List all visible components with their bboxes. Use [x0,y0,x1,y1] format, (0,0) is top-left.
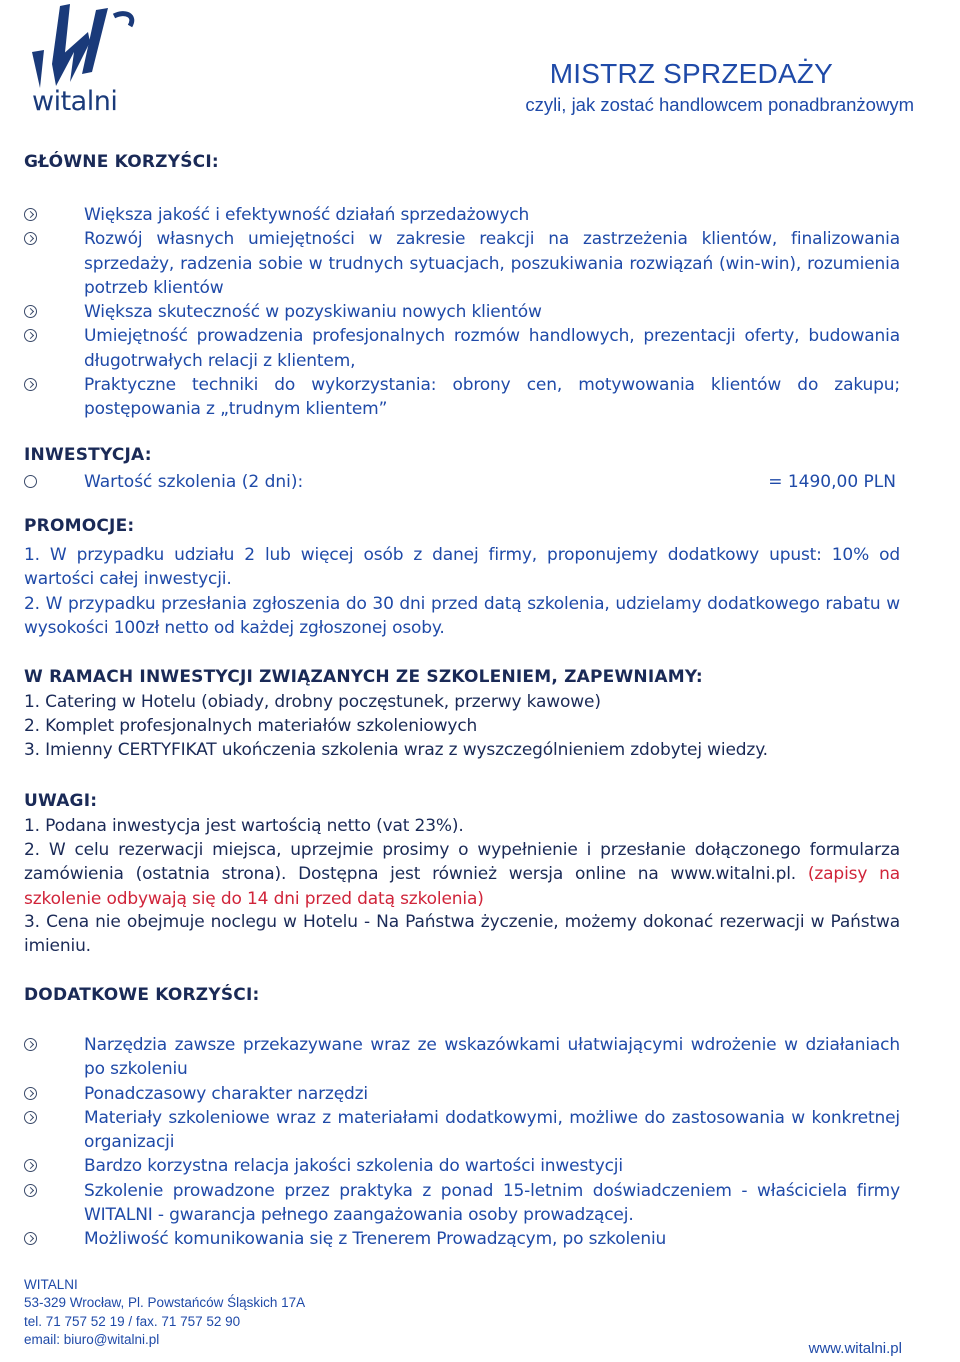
chevron-circle-icon [24,1232,37,1245]
list-item: Szkolenie prowadzone przez praktyka z ponad 15-letnim doświadczeniem - właściciela firmy WITALNI - gwarancja pełnego zaangażowania osoby prowadzącej. [24,1179,900,1228]
promotion-item: 1. W przypadku udziału 2 lub więcej osób z danej firmy, proponujemy dodatkowy upust: 10% od wartości całej inwestycji. [24,545,900,590]
note-item: 3. Cena nie obejmuje noclegu w Hotelu - Na Państwa życzenie, możemy dokonać rezerwacji w Państwa imieniu. [24,912,900,957]
list-item: Bardzo korzystna relacja jakości szkolenia do wartości inwestycji [24,1154,900,1178]
footer-email[interactable]: email: biuro@witalni.pl [24,1331,160,1347]
list-item: Praktyczne techniki do wykorzystania: obrony cen, motywowania klientów do zakupu; postępowania z „trudnym klientem” [24,373,900,422]
investment-heading: INWESTYCJA: [24,445,152,465]
chevron-circle-icon [24,1087,37,1100]
footer-phone: tel. 71 757 52 19 / fax. 71 757 52 90 [24,1313,241,1329]
note-item: 1. Podana inwestycja jest wartością netto (vat 23%). [24,816,464,836]
chevron-circle-icon [24,1111,37,1124]
included-item: 3. Imienny CERTYFIKAT ukończenia szkolenia wraz z wyszczególnieniem zdobytej wiedzy. [24,740,768,760]
list-item: Rozwój własnych umiejętności w zakresie reakcji na zastrzeżenia klientów, finalizowania sprzedaży, radzenia sobie w trudnych sytuacjach, poszukiwania rozwiązań (win-win), rozumienia potrzeb klientów [24,227,900,300]
investment-label: Wartość szkolenia (2 dni): [84,472,304,492]
note-item: 2. W celu rezerwacji miejsca, uprzejmie prosimy o wypełnienie i przesłanie dołączonego formularza zamówienia (ostatnia strona). Dostępna jest również wersja online na www.witalni.pl. (zapisy na szkolenie odbywają się do 14 dni przed datą szkolenia) [24,840,900,909]
list-item: Możliwość komunikowania się z Trenerem Prowadzącym, po szkoleniu [24,1227,900,1251]
included-heading: W RAMACH INWESTYCJI ZWIĄZANYCH ZE SZKOLENIEM, ZAPEWNIAMY: [24,667,703,687]
included-item: 2. Komplet profesjonalnych materiałów szkoleniowych [24,716,478,736]
witalni-logo [22,2,154,122]
logo-text: witalni [32,86,118,117]
notes-heading: UWAGI: [24,791,98,811]
extra-heading: DODATKOWE KORZYŚCI: [24,985,260,1005]
footer-company: WITALNI [24,1277,78,1292]
document-title: MISTRZ SPRZEDAŻY [549,58,833,89]
promotions-heading: PROMOCJE: [24,516,135,536]
chevron-circle-icon [24,329,37,342]
logo-mark-icon [30,2,140,88]
note-deadline: (zapisy na szkolenie odbywają się do 14 dni przed datą szkolenia) [24,864,900,909]
promotion-item: 2. W przypadku przesłania zgłoszenia do 30 dni przed datą szkolenia, udzielamy dodatkowego rabatu w wysokości 100zł netto od każdej zgłoszonej osoby. [24,594,900,639]
chevron-circle-icon [24,1159,37,1172]
list-item: Większa skuteczność w pozyskiwaniu nowych klientów [24,300,900,324]
benefits-list [24,203,900,422]
footer-address: 53-329 Wrocław, Pl. Powstańców Śląskich 17A [24,1295,306,1311]
document-subtitle: czyli, jak zostać handlowcem ponadbranżowym [525,94,914,115]
footer-contact [24,1276,305,1349]
list-item: Narzędzia zawsze przekazywane wraz ze wskazówkami ułatwiającymi wdrożenie w działaniach po szkoleniu [24,1033,900,1082]
included-item: 1. Catering w Hotelu (obiady, drobny poczęstunek, przerwy kawowe) [24,692,601,712]
chevron-circle-icon [24,305,37,318]
investment-price: = 1490,00 PLN [768,472,896,492]
list-item: Materiały szkoleniowe wraz z materiałami dodatkowymi, możliwe do zastosowania w konkretnej organizacji [24,1106,900,1155]
list-item: Umiejętność prowadzenia profesjonalnych rozmów handlowych, prezentacji oferty, budowania długotrwałych relacji z klientem, [24,324,900,373]
chevron-circle-icon [24,378,37,391]
chevron-circle-icon [24,208,37,221]
chevron-circle-icon [24,1184,37,1197]
chevron-circle-icon [24,1038,37,1051]
list-item: Ponadczasowy charakter narzędzi [24,1082,900,1106]
chevron-circle-icon [24,232,37,245]
list-item: Większa jakość i efektywność działań sprzedażowych [24,203,900,227]
footer-website-link[interactable]: www.witalni.pl [808,1340,902,1357]
extra-list [24,1033,900,1252]
chevron-circle-icon [24,475,37,488]
benefits-heading: GŁÓWNE KORZYŚCI: [24,152,219,172]
